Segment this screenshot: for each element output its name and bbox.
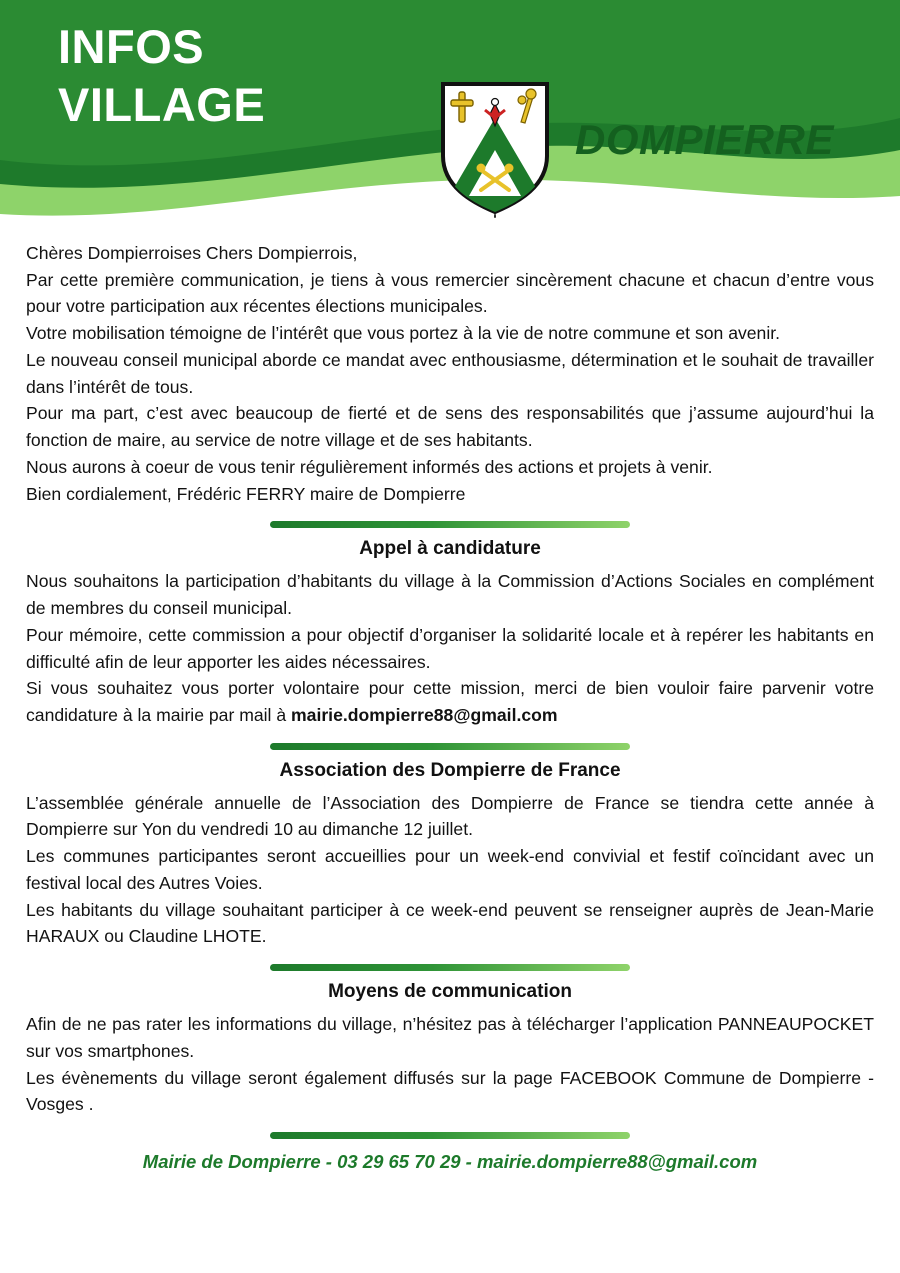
coat-of-arms-icon xyxy=(437,78,553,218)
section-paragraph: Afin de ne pas rater les informations du village, n’hésitez pas à télécharger l’application PANNEAUPOCKET sur vos smartphones. xyxy=(26,1014,874,1061)
page-title xyxy=(58,18,265,135)
intro-paragraph: Votre mobilisation témoigne de l’intérêt que vous portez à la vie de notre commune et son avenir. xyxy=(26,323,781,344)
candidature-text: Si vous souhaitez vous porter volontaire pour cette mission, merci de bien vouloir faire parvenir votre candidature à la mairie par mail à xyxy=(26,678,874,726)
section-paragraph: L’assemblée générale annuelle de l’Association des Dompierre de France se tiendra cette année à Dompierre sur Yon du vendredi 10 au dimanche 12 juillet. xyxy=(26,792,874,840)
intro-block xyxy=(26,240,874,507)
intro-paragraph: Par cette première communication, je tiens à vous remercier sincèrement chacune et chacun d’entre vous pour votre participation aux récentes élections municipales. xyxy=(26,269,874,317)
section-title-appel: Appel à candidature xyxy=(359,538,541,560)
intro-paragraph: Nous aurons à coeur de vous tenir régulièrement informés des actions et projets à venir. xyxy=(26,456,713,477)
section-paragraph: Les habitants du village souhaitant participer à ce week-end peuvent se renseigner auprès de Jean-Marie HARAUX ou Claudine LHOTE. xyxy=(26,899,874,947)
intro-signature: Bien cordialement, Frédéric FERRY maire de Dompierre xyxy=(26,483,466,504)
page-header xyxy=(0,0,900,228)
section-title-association: Association des Dompierre de France xyxy=(279,759,621,781)
section-paragraph-with-email xyxy=(26,675,874,728)
section-paragraph: Les évènements du village seront également diffusés sur la page FACEBOOK Commune de Dompierre - Vosges . xyxy=(26,1067,874,1115)
intro-paragraph: Chères Dompierroises Chers Dompierrois, xyxy=(26,243,358,263)
section-paragraph: Pour mémoire, cette commission a pour objectif d’organiser la solidarité locale et à repérer les habitants en difficulté afin de leur apporter les aides nécessaires. xyxy=(26,624,874,672)
intro-paragraph: Le nouveau conseil municipal aborde ce mandat avec enthousiasme, détermination et le souhait de travailler dans l’intérêt de tous. xyxy=(26,349,874,397)
mairie-email: mairie.dompierre88@gmail.com xyxy=(291,705,558,726)
section-title-communication: Moyens de communication xyxy=(328,981,572,1003)
intro-paragraph: Pour ma part, c’est avec beaucoup de fierté et de sens des responsabilités que j’assume aujourd’hui la fonction de maire, au service de notre village et de ses habitants. xyxy=(26,403,874,451)
footer-contact: Mairie de Dompierre - 03 29 65 70 29 - mairie.dompierre88@gmail.com xyxy=(142,1151,758,1173)
page-title-line-1: INFOS xyxy=(58,20,205,73)
section-divider xyxy=(270,964,630,971)
newsletter-body xyxy=(0,228,900,1173)
section-divider xyxy=(270,521,630,528)
village-name: DOMPIERRE xyxy=(575,116,834,163)
section-paragraph: Les communes participantes seront accueillies pour un week-end convivial et festif coïncidant avec un festival local des Autres Voies. xyxy=(26,846,874,893)
page-title-line-2: VILLAGE xyxy=(58,78,266,132)
footer-divider xyxy=(270,1132,630,1139)
section-paragraph: Nous souhaitons la participation d’habitants du village à la Commission d’Actions Sociales en complément de membres du conseil municipal. xyxy=(26,571,874,619)
section-divider xyxy=(270,743,630,750)
